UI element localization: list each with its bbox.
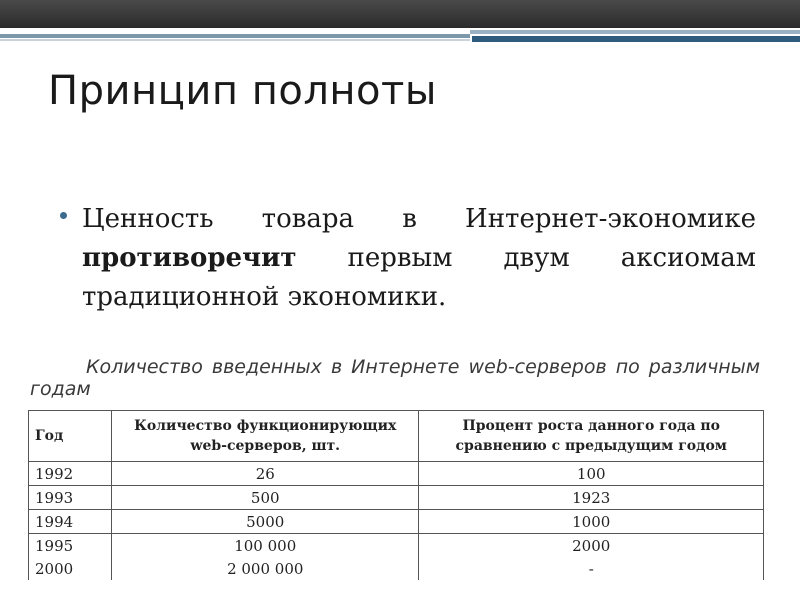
header-year: Год: [29, 411, 112, 462]
table-row: [29, 510, 764, 534]
cell-servers: 26: [112, 462, 419, 486]
cell-growth: 1923: [419, 486, 764, 510]
top-bar: [0, 0, 800, 28]
cell-year: 1995: [29, 534, 112, 558]
cell-year: 1994: [29, 510, 112, 534]
servers-table: [28, 410, 764, 580]
cell-year: 1993: [29, 486, 112, 510]
cell-growth: 1000: [419, 510, 764, 534]
bullet-text-bold: противоречит: [82, 243, 297, 273]
slide-title: Принцип полноты: [48, 68, 437, 114]
cell-servers: 2 000 000: [112, 557, 419, 580]
table-row: [29, 486, 764, 510]
cell-growth: 100: [419, 462, 764, 486]
header-growth: Процент роста данного года по сравнению с предыдущим годом: [419, 411, 764, 462]
accent-stripe: [472, 36, 800, 42]
accent-stripe: [0, 34, 470, 38]
table-row: [29, 557, 764, 580]
cell-year: 2000: [29, 557, 112, 580]
header-servers: Количество функционирующих web-серверов, шт.: [112, 411, 419, 462]
accent-stripe: [0, 39, 470, 41]
cell-servers: 5000: [112, 510, 419, 534]
bullet-text-part1: Ценность товара в Интернет-экономике: [82, 204, 756, 234]
bullet-text: [82, 200, 756, 317]
table-row: [29, 534, 764, 558]
bullet-dot-icon: [60, 212, 67, 219]
cell-servers: 500: [112, 486, 419, 510]
cell-growth: 2000: [419, 534, 764, 558]
table-row: [29, 462, 764, 486]
accent-stripe: [470, 30, 800, 34]
bullet-text-part2: первым двум аксиомам традиционной экономики.: [82, 243, 756, 312]
cell-growth: -: [419, 557, 764, 580]
table-caption: Количество введенных в Интернете web-серверов по различным годам: [30, 356, 761, 400]
cell-year: 1992: [29, 462, 112, 486]
cell-servers: 100 000: [112, 534, 419, 558]
table-header-row: [29, 411, 764, 462]
bullet-item: [60, 200, 756, 317]
